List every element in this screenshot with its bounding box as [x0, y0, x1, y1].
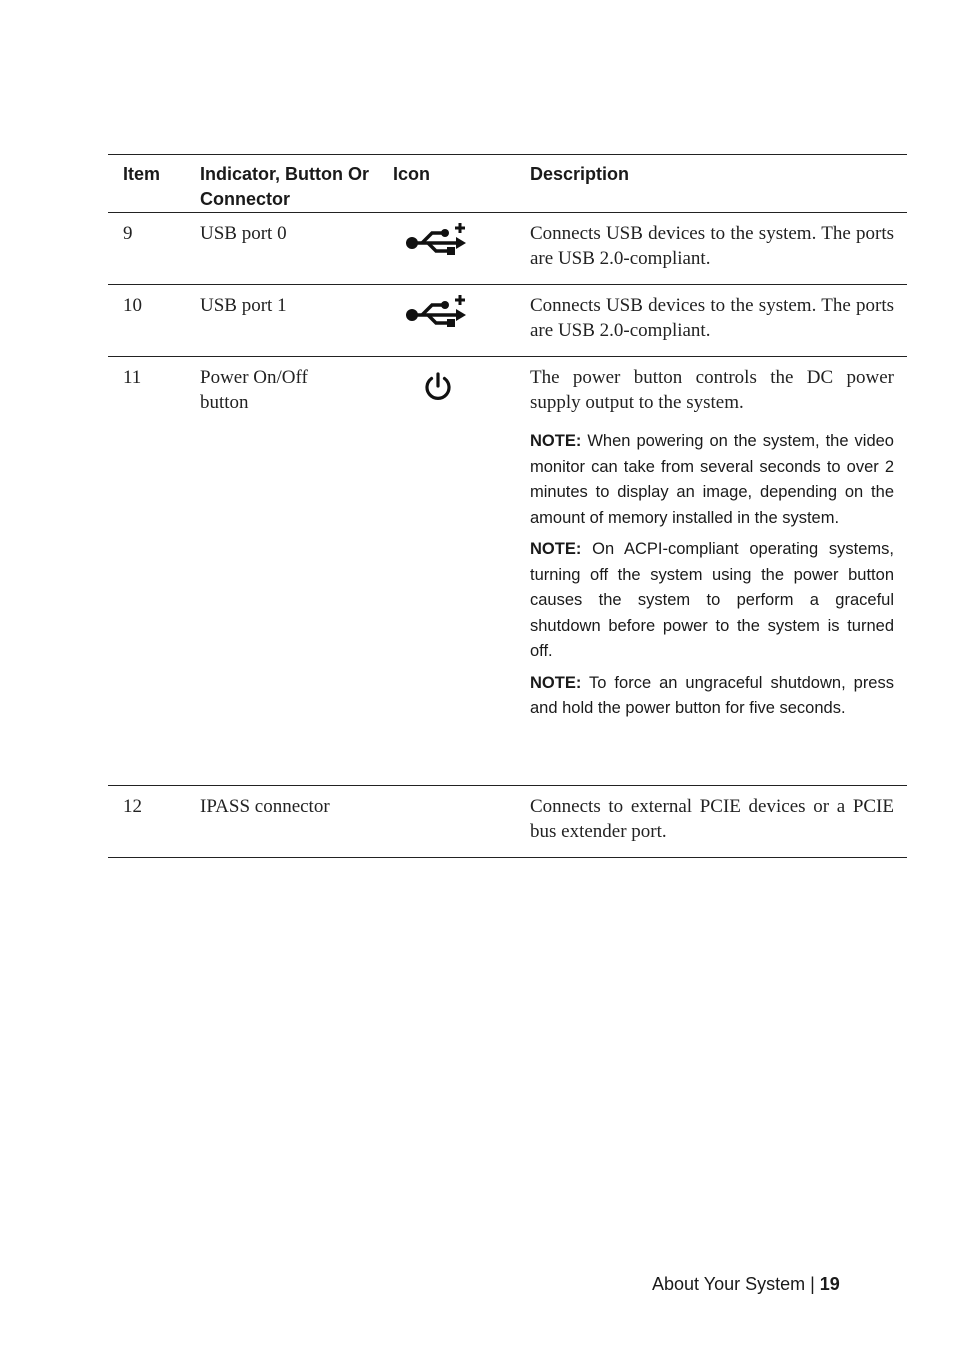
note-label: NOTE: [530, 432, 582, 450]
table-header-row [108, 155, 907, 212]
row-description-block [530, 365, 894, 722]
footer-separator: | [810, 1274, 815, 1294]
note-paragraph [530, 671, 894, 722]
row-indicator: IPASS connector [200, 796, 330, 817]
header-item: Item [123, 164, 161, 184]
row-indicator: USB port 1 [200, 295, 287, 316]
row-item-number: 9 [123, 223, 133, 244]
row-item-number: 10 [123, 295, 142, 316]
table-row [108, 357, 907, 785]
footer-section-title: About Your System [652, 1274, 806, 1294]
header-indicator: Indicator, Button Or Connector [200, 164, 369, 209]
table-row [108, 213, 907, 284]
row-description: Connects USB devices to the system. The ports are USB 2.0-compliant. [530, 223, 894, 269]
row-description: Connects USB devices to the system. The ports are USB 2.0-compliant. [530, 295, 894, 341]
note-text: To force an ungraceful shutdown, press and hold the power button for five seconds. [530, 673, 894, 717]
row-indicator: Power On/Off button [200, 367, 308, 413]
row-indicator: USB port 0 [200, 223, 287, 244]
note-paragraph [530, 429, 894, 531]
power-icon [398, 371, 478, 421]
row-item-number: 12 [123, 796, 142, 817]
row-item-number: 11 [123, 367, 142, 388]
table-bottom-rule [108, 857, 907, 858]
component-table [108, 154, 907, 858]
note-label: NOTE: [530, 673, 582, 692]
usb-icon [398, 289, 478, 339]
header-icon: Icon [393, 164, 431, 184]
note-text: When powering on the system, the video monitor can take from several seconds to over 2 minutes to display an image, depending on the amount of memory installed in the system. [530, 432, 894, 527]
page-footer [652, 1272, 840, 1296]
note-paragraph [530, 537, 894, 665]
usb-icon [398, 217, 478, 267]
table-row [108, 786, 907, 857]
note-text: On ACPI-compliant operating systems, turning off the system using the power button causes the system to perform a graceful shutdown before power to the system is turned off. [530, 540, 894, 660]
row-description: The power button controls the DC power supply output to the system. [530, 367, 894, 413]
page-number: 19 [819, 1274, 840, 1294]
header-description: Description [530, 164, 630, 184]
row-description: Connects to external PCIE devices or a PCIE bus extender port. [530, 796, 894, 842]
table-row [108, 285, 907, 356]
note-label: NOTE: [530, 540, 582, 558]
